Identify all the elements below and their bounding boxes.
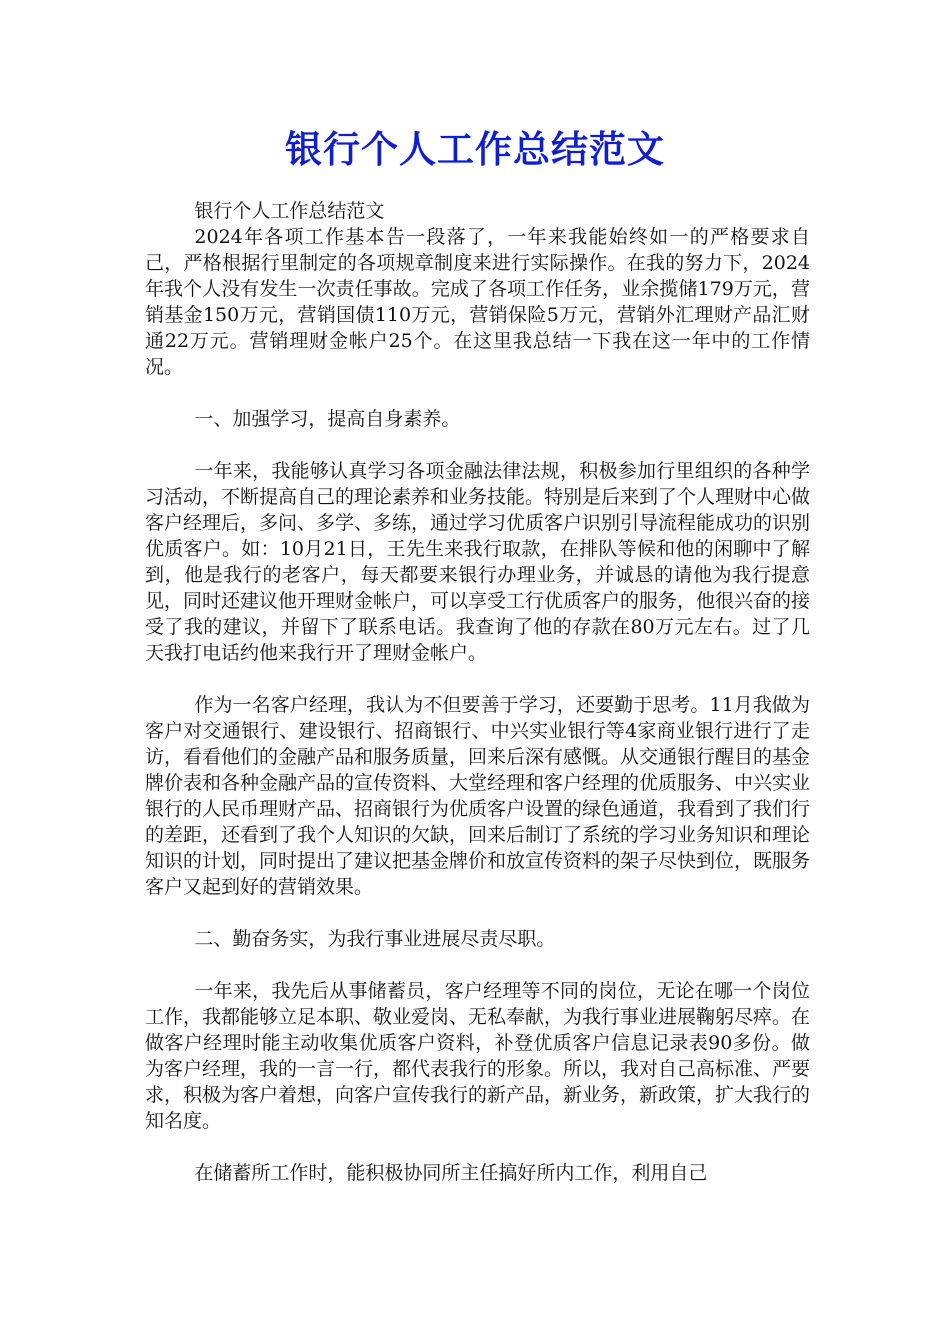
section-heading-1: 一、加强学习，提高自身素养。 [194,408,461,430]
body-paragraph-subtitle: 银行个人工作总结范文 [194,200,385,222]
body-paragraph-diligence: 一年来，我先后从事储蓄员，客户经理等不同的岗位，无论在哪一个岗位工作，我都能够立足本职、敬业爱岗、无私奉献，为我行事业进展鞠躬尽瘁。在做客户经理时能主动收集优质客户资料，补登优质客户信息记录表90多份。做为客户经理，我的一言一行，都代表我行的形象。所以，我对自己高标准、严要求，积极为客户着想，向客户宣传我行的新产品，新业务，新政策，扩大我行的知名度。 [145,980,811,1132]
body-paragraph-learning: 一年来，我能够认真学习各项金融法律法规，积极参加行里组织的各种学习活动，不断提高自己的理论素养和业务技能。特别是后来到了个人理财中心做客户经理后，多问、多学、多练，通过学习优质客户识别引导流程能成功的识别优质客户。如：10月21日，王先生来我行取款，在排队等候和他的闲聊中了解到，他是我行的老客户，每天都要来银行办理业务，并诚恳的请他为我行提意见，同时还建议他开理财金帐户，可以享受工行优质客户的服务，他很兴奋的接受了我的建议，并留下了联系电话。我查询了他的存款在80万元左右。过了几天我打电话约他来我行开了理财金帐户。 [145,460,811,664]
body-paragraph-intro: 2024年各项工作基本告一段落了，一年来我能始终如一的严格要求自己，严格根据行里制定的各项规章制度来进行实际操作。在我的努力下，2024年我个人没有发生一次责任事故。完成了各项工作任务，业余揽储179万元，营销基金150万元，营销国债110万元，营销保险5万元，营销外汇理财产品汇财通22万元。营销理财金帐户25个。在这里我总结一下我在这一年中的工作情况。 [145,226,810,378]
document-title: 银行个人工作总结范文 [285,128,665,171]
section-heading-2: 二、勤奋务实，为我行事业进展尽责尽职。 [194,928,556,950]
body-paragraph-savings-office: 在储蓄所工作时，能积极协同所主任搞好所内工作，利用自己 [194,1162,708,1184]
body-paragraph-thinking: 作为一名客户经理，我认为不但要善于学习，还要勤于思考。11月我做为客户对交通银行、建设银行、招商银行、中兴实业银行等4家商业银行进行了走访，看看他们的金融产品和服务质量，回来后深有感慨。从交通银行醒目的基金牌价表和各种金融产品的宣传资料、大堂经理和客户经理的优质服务、中兴实业银行的人民币理财产品、招商银行为优质客户设置的绿色通道，我看到了我们行的差距，还看到了我个人知识的欠缺，回来后制订了系统的学习业务知识和理论知识的计划，同时提出了建议把基金牌价和放宣传资料的架子尽快到位，既服务客户又起到好的营销效果。 [145,694,811,898]
document-body [145,198,810,1186]
